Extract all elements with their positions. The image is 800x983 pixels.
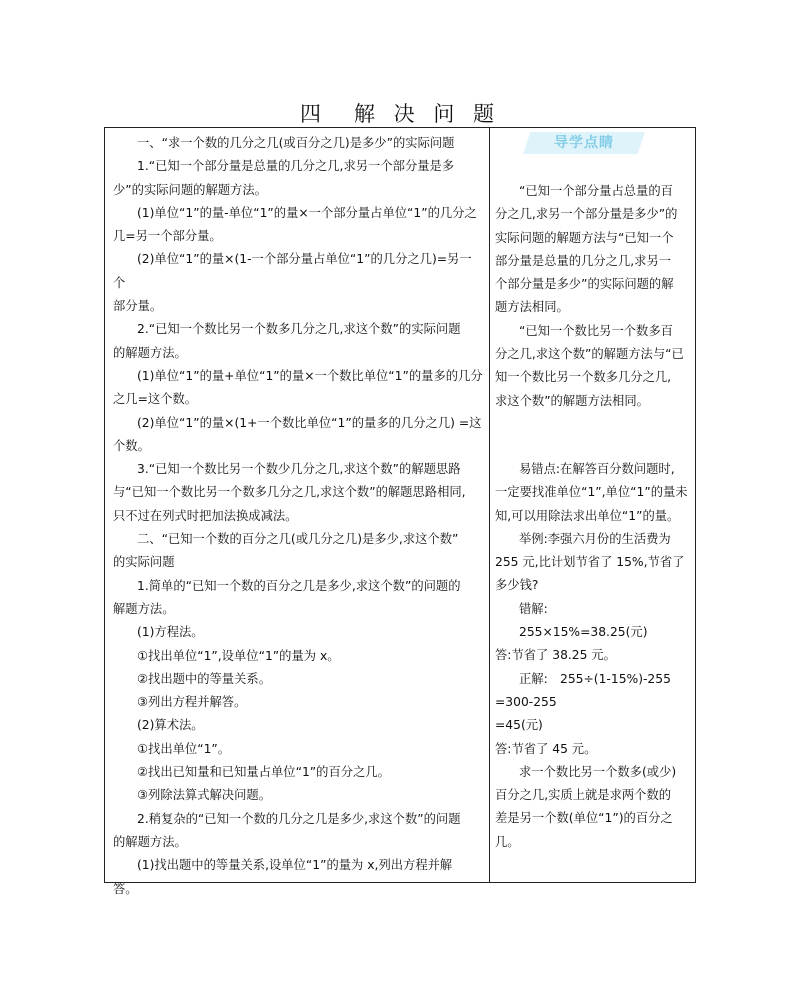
- example-line: 差是另一个数(单位“1”)的百分之: [495, 811, 673, 826]
- text-line: 少”的实际问题的解题方法。: [113, 182, 267, 197]
- text-line: 部分量。: [113, 299, 163, 314]
- tip-line: 个部分量是多少”的实际问题的解: [495, 277, 674, 292]
- example-line: 255×15%=38.25(元): [519, 625, 648, 640]
- text-line: 1.简单的“已知一个数的百分之几是多少,求这个数”的问题的: [137, 578, 461, 593]
- column-divider: [489, 128, 490, 882]
- example-line: 举例:李强六月份的生活费为: [519, 531, 671, 546]
- example-line: 答:节省了 38.25 元。: [495, 648, 616, 663]
- text-line: 的实际问题: [113, 555, 175, 570]
- text-line: 解题方法。: [113, 601, 175, 616]
- text-line: (2)算术法。: [137, 718, 204, 733]
- text-line: 个数。: [113, 438, 150, 453]
- text-line: 1.“已知一个部分量是总量的几分之几,求另一个部分量是多: [137, 159, 455, 174]
- example-line: 一定要找准单位“1”,单位“1”的量未: [495, 485, 688, 500]
- example-line: 错解:: [519, 601, 548, 616]
- tip-line: 求这个数”的解题方法相同。: [495, 393, 649, 408]
- text-line: 3.“已知一个数比另一个数少几分之几,求这个数”的解题思路: [137, 462, 461, 477]
- text-line: (2)单位“1”的量×(1+一个数比单位“1”的量多的几分之几) =这: [137, 415, 482, 430]
- text-line: 二、“已知一个数的百分之几(或几分之几)是多少,求这个数”: [137, 532, 459, 547]
- example-line: =45(元): [495, 718, 543, 733]
- text-line: 之几=这个数。: [113, 392, 198, 407]
- tip-line: 实际问题的解题方法与“已知一个: [495, 230, 674, 245]
- text-line: 答。: [113, 881, 138, 896]
- main-column: [113, 132, 483, 901]
- content-table: [104, 127, 696, 896]
- tip-line: “已知一个部分量占总量的百: [519, 184, 673, 198]
- text-line: 的解题方法。: [113, 345, 187, 360]
- text-line: (1)单位“1”的量-单位“1”的量×一个部分量占单位“1”的几分之: [137, 205, 477, 220]
- tip-line: 分之几,求另一个部分量是多少”的: [495, 207, 678, 222]
- guide-badge-label: 导学点睛: [554, 135, 614, 151]
- example-line: 几。: [495, 834, 520, 849]
- tip-line: 分之几,求这个数”的解题方法与“已: [495, 347, 684, 362]
- tip-line: 部分量是总量的几分之几,求另一: [495, 253, 672, 268]
- text-line: 只不过在列式时把加法换成减法。: [113, 508, 298, 523]
- text-line: 的解题方法。: [113, 834, 187, 849]
- example-line: 知,可以用除法求出单位“1”的量。: [495, 508, 680, 523]
- tip-line: “已知一个数比另一个数多百: [519, 323, 673, 338]
- guide-badge: [523, 132, 645, 154]
- text-line: ③列除法算式解决问题。: [137, 788, 271, 803]
- sidebar-column: [495, 128, 691, 854]
- sidebar-tips: [495, 180, 691, 413]
- text-line: (1)单位“1”的量+单位“1”的量×一个数比单位“1”的量多的几分: [137, 368, 483, 383]
- example-line: 多少钱?: [495, 578, 539, 593]
- text-line: 一、“求一个数的几分之几(或百分之几)是多少”的实际问题: [137, 136, 455, 150]
- text-line: ②找出题中的等量关系。: [137, 671, 271, 686]
- text-line: 几=另一个部分量。: [113, 229, 222, 244]
- text-line: ③列出方程并解答。: [137, 695, 247, 710]
- example-line: =300-255: [495, 694, 557, 709]
- text-line: ②找出已知量和已知量占单位“1”的百分之几。: [137, 765, 390, 780]
- page-title: 四 解 决 问 题: [299, 102, 501, 126]
- text-line: (1)方程法。: [137, 625, 204, 640]
- text-line: (2)单位“1”的量×(1-一个部分量占单位“1”的几分之几)=另一个: [113, 252, 472, 290]
- example-line: 正解: 255÷(1-15%)-255: [519, 671, 671, 686]
- text-line: 与“已知一个数比另一个数多几分之几,求这个数”的解题思路相同,: [113, 485, 466, 500]
- tip-line: 知一个数比另一个数多几分之几,: [495, 370, 672, 385]
- example-line: 百分之几,实质上就是求两个数的: [495, 788, 672, 803]
- text-line: 2.“已知一个数比另一个数多几分之几,求这个数”的实际问题: [137, 322, 461, 337]
- tip-line: 题方法相同。: [495, 300, 569, 315]
- text-line: ①找出单位“1”。: [137, 741, 231, 756]
- example-line: 易错点:在解答百分数问题时,: [519, 461, 675, 476]
- text-line: ①找出单位“1”,设单位“1”的量为 x。: [137, 648, 340, 663]
- text-line: (1)找出题中的等量关系,设单位“1”的量为 x,列出方程并解: [137, 858, 453, 873]
- text-line: 2.稍复杂的“已知一个数的几分之几是多少,求这个数”的问题: [137, 811, 461, 826]
- example-line: 答:节省了 45 元。: [495, 741, 597, 756]
- example-line: 求一个数比另一个数多(或少): [519, 764, 677, 779]
- sidebar-error-example: [495, 458, 691, 854]
- example-line: 255 元,比计划节省了 15%,节省了: [495, 555, 685, 570]
